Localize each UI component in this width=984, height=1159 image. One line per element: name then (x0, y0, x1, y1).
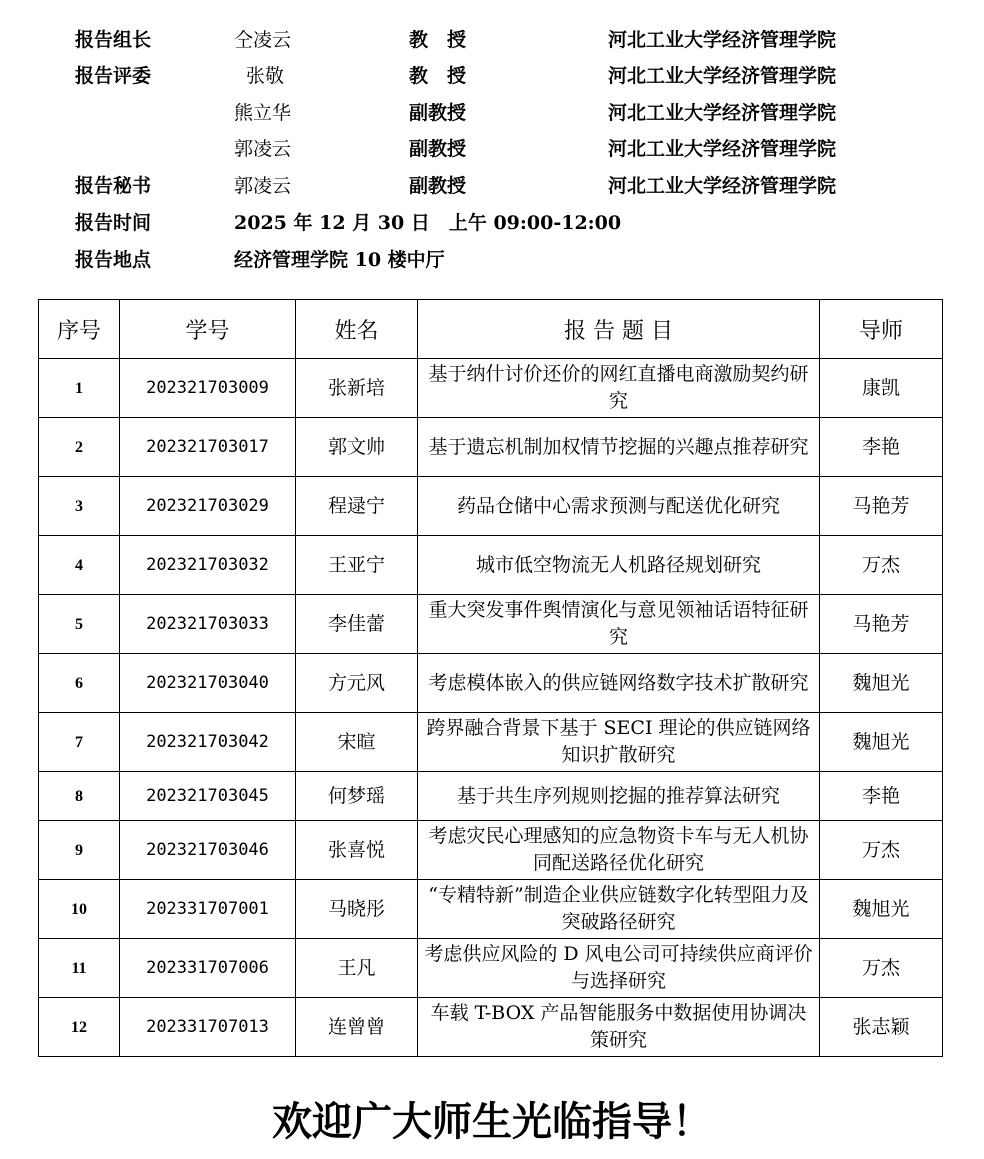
cell-id: 202321703046 (120, 821, 296, 880)
table-header-row (39, 300, 943, 359)
table-row (39, 477, 943, 536)
cell-topic: 考虑供应风险的 D 风电公司可持续供应商评价与选择研究 (418, 939, 820, 998)
table-row (39, 713, 943, 772)
member-title: 教 授 (409, 29, 467, 51)
member-title: 副教授 (409, 102, 467, 124)
cell-topic: 药品仓储中心需求预测与配送优化研究 (418, 477, 820, 536)
cell-topic: 城市低空物流无人机路径规划研究 (418, 536, 820, 595)
table-row (39, 359, 943, 418)
member-title: 副教授 (409, 175, 467, 197)
cell-name: 何梦瑶 (296, 772, 418, 821)
cell-id: 202321703033 (120, 595, 296, 654)
cell-advisor: 万杰 (820, 821, 943, 880)
cell-name: 张喜悦 (296, 821, 418, 880)
cell-seq: 6 (39, 654, 120, 713)
cell-advisor: 万杰 (820, 536, 943, 595)
table-row (39, 536, 943, 595)
cell-seq: 7 (39, 713, 120, 772)
member-name: 仝凌云 (234, 29, 292, 51)
cell-seq: 11 (39, 939, 120, 998)
cell-advisor: 万杰 (820, 939, 943, 998)
cell-topic: 考虑模体嵌入的供应链网络数字技术扩散研究 (418, 654, 820, 713)
row-label: 报告秘书 (75, 175, 152, 197)
member-org: 河北工业大学经济管理学院 (608, 102, 837, 124)
header-id: 学号 (120, 300, 296, 359)
header-name: 姓名 (296, 300, 418, 359)
cell-id: 202331707006 (120, 939, 296, 998)
member-title: 教 授 (409, 65, 467, 87)
row-label: 报告组长 (75, 29, 152, 51)
header-topic: 报 告 题 目 (418, 300, 820, 359)
cell-advisor: 马艳芳 (820, 477, 943, 536)
cell-id: 202321703042 (120, 713, 296, 772)
member-org: 河北工业大学经济管理学院 (608, 138, 837, 160)
table-row (39, 939, 943, 998)
table-row (39, 654, 943, 713)
cell-advisor: 马艳芳 (820, 595, 943, 654)
cell-id: 202321703045 (120, 772, 296, 821)
cell-id: 202331707001 (120, 880, 296, 939)
cell-id: 202321703040 (120, 654, 296, 713)
table-row (39, 772, 943, 821)
member-org: 河北工业大学经济管理学院 (608, 65, 837, 87)
cell-advisor: 李艳 (820, 418, 943, 477)
schedule-table (38, 299, 943, 1057)
cell-name: 程逯宁 (296, 477, 418, 536)
cell-id: 202321703009 (120, 359, 296, 418)
time-value: 2025 年 12 月 30 日 上午 09:00-12:00 (234, 212, 622, 234)
cell-seq: 2 (39, 418, 120, 477)
cell-name: 方元风 (296, 654, 418, 713)
header-seq: 序号 (39, 300, 120, 359)
cell-seq: 5 (39, 595, 120, 654)
place-label: 报告地点 (75, 249, 152, 271)
member-org: 河北工业大学经济管理学院 (608, 29, 837, 51)
cell-seq: 12 (39, 998, 120, 1057)
cell-advisor: 魏旭光 (820, 713, 943, 772)
cell-name: 连曾曾 (296, 998, 418, 1057)
table-row (39, 821, 943, 880)
cell-name: 张新培 (296, 359, 418, 418)
cell-name: 宋暄 (296, 713, 418, 772)
cell-seq: 9 (39, 821, 120, 880)
cell-advisor: 李艳 (820, 772, 943, 821)
cell-seq: 8 (39, 772, 120, 821)
member-name: 熊立华 (234, 102, 292, 124)
cell-topic: 车载 T-BOX 产品智能服务中数据使用协调决策研究 (418, 998, 820, 1057)
header-advisor: 导师 (820, 300, 943, 359)
cell-id: 202321703029 (120, 477, 296, 536)
member-title: 副教授 (409, 138, 467, 160)
member-name: 张敬 (246, 65, 285, 87)
cell-name: 郭文帅 (296, 418, 418, 477)
cell-seq: 4 (39, 536, 120, 595)
cell-topic: 基于纳什讨价还价的网红直播电商激励契约研究 (418, 359, 820, 418)
cell-advisor: 康凯 (820, 359, 943, 418)
cell-id: 202321703032 (120, 536, 296, 595)
cell-name: 王凡 (296, 939, 418, 998)
cell-topic: 基于共生序列规则挖掘的推荐算法研究 (418, 772, 820, 821)
cell-name: 李佳蕾 (296, 595, 418, 654)
table-row (39, 418, 943, 477)
table-row (39, 595, 943, 654)
cell-topic: 跨界融合背景下基于 SECI 理论的供应链网络知识扩散研究 (418, 713, 820, 772)
cell-advisor: 张志颖 (820, 998, 943, 1057)
row-label: 报告评委 (75, 65, 152, 87)
cell-advisor: 魏旭光 (820, 880, 943, 939)
table-row (39, 880, 943, 939)
table-row (39, 998, 943, 1057)
member-name: 郭凌云 (234, 138, 292, 160)
cell-id: 202331707013 (120, 998, 296, 1057)
cell-topic: “专精特新”制造企业供应链数字化转型阻力及突破路径研究 (418, 880, 820, 939)
time-label: 报告时间 (75, 212, 152, 234)
cell-name: 王亚宁 (296, 536, 418, 595)
cell-seq: 3 (39, 477, 120, 536)
cell-topic: 重大突发事件舆情演化与意见领袖话语特征研究 (418, 595, 820, 654)
cell-advisor: 魏旭光 (820, 654, 943, 713)
cell-seq: 1 (39, 359, 120, 418)
member-name: 郭凌云 (234, 175, 292, 197)
cell-topic: 考虑灾民心理感知的应急物资卡车与无人机协同配送路径优化研究 (418, 821, 820, 880)
member-org: 河北工业大学经济管理学院 (608, 175, 837, 197)
cell-id: 202321703017 (120, 418, 296, 477)
cell-name: 马晓彤 (296, 880, 418, 939)
welcome-message: 欢迎广大师生光临指导！ (272, 1098, 712, 1145)
place-value: 经济管理学院 10 楼中厅 (234, 249, 445, 271)
cell-topic: 基于遗忘机制加权情节挖掘的兴趣点推荐研究 (418, 418, 820, 477)
cell-seq: 10 (39, 880, 120, 939)
